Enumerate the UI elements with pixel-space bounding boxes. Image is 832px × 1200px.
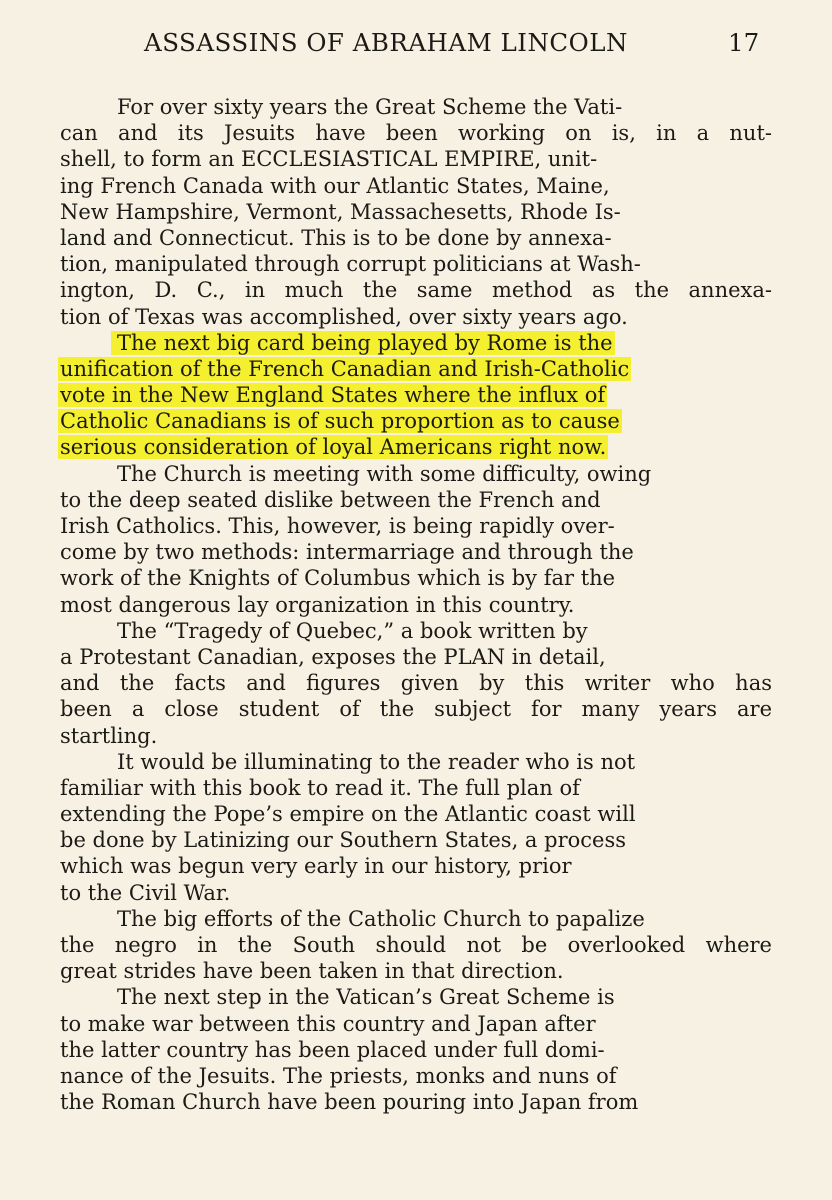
page-header [0,28,832,64]
text-line: The “Tragedy of Quebec,” a book written by [117,618,588,643]
text-line: been a close student of the subject for many years are [60,697,772,722]
text-line: shell, to form an ECCLESIASTICAL EMPIRE, unit- [60,147,598,172]
text-line: and the facts and figures given by this writer who has [60,671,772,696]
text-line: to the deep seated dislike between the French and [60,487,601,512]
highlight-mark: The next big card being played by Rome is the [111,331,615,355]
running-title: ASSASSINS OF ABRAHAM LINCOLN [144,28,628,57]
text-line: to the Civil War. [60,880,231,905]
text-line: startling. [60,723,158,748]
highlighted-line [60,434,772,460]
highlight-mark: Catholic Canadians is of such proportion as to cause [60,409,620,434]
text-line: which was begun very early in our history, prior [60,854,572,879]
body-text [60,94,772,1115]
highlighted-line [60,330,772,356]
text-line: come by two methods: intermarriage and through the [60,540,634,565]
text-line: The big efforts of the Catholic Church to papalize [117,906,645,931]
page-number: 17 [728,28,760,57]
text-line: The next step in the Vatican’s Great Scheme is [117,985,615,1010]
text-line: extending the Pope’s empire on the Atlantic coast will [60,802,636,827]
text-line: It would be illuminating to the reader who is not [117,749,636,774]
text-line: ing French Canada with our Atlantic States, Maine, [60,173,610,198]
text-line: nance of the Jesuits. The priests, monks and nuns of [60,1063,617,1088]
highlighted-line [60,356,772,382]
text-line: land and Connecticut. This is to be done by annexa- [60,225,612,250]
highlighted-line [60,408,772,434]
text-line: New Hampshire, Vermont, Massachesetts, Rhode Is- [60,199,621,224]
text-line: the negro in the South should not be overlooked where [60,933,772,957]
highlight-mark: vote in the New England States where the influx of [60,383,606,408]
text-line: most dangerous lay organization in this country. [60,592,575,617]
text-line: a Protestant Canadian, exposes the PLAN in detail, [60,644,606,669]
text-line: great strides have been taken in that direction. [60,959,564,984]
text-line: work of the Knights of Columbus which is by far the [60,566,616,591]
text-line: tion of Texas was accomplished, over sixty years ago. [60,304,628,329]
text-line: the Roman Church have been pouring into Japan from [60,1090,639,1115]
text-line: tion, manipulated through corrupt politicians at Wash- [60,252,641,277]
text-line: For over sixty years the Great Scheme the Vati- [117,95,623,119]
text-line: The Church is meeting with some difficulty, owing [117,461,652,486]
text-line: the latter country has been placed under full domi- [60,1037,605,1062]
text-line: Irish Catholics. This, however, is being rapidly over- [60,514,615,538]
text-line: familiar with this book to read it. The full plan of [60,775,580,800]
text-line: ington, D. C., in much the same method as the annexa- [60,278,772,303]
highlighted-line [60,382,772,408]
highlight-mark: unification of the French Canadian and Irish-Catholic [60,356,630,381]
text-line: can and its Jesuits have been working on is, in a nut- [60,121,772,146]
text-line: to make war between this country and Japan after [60,1011,596,1036]
text-line: be done by Latinizing our Southern States, a process [60,828,626,853]
highlight-mark: serious consideration of loyal Americans right now. [60,435,607,460]
